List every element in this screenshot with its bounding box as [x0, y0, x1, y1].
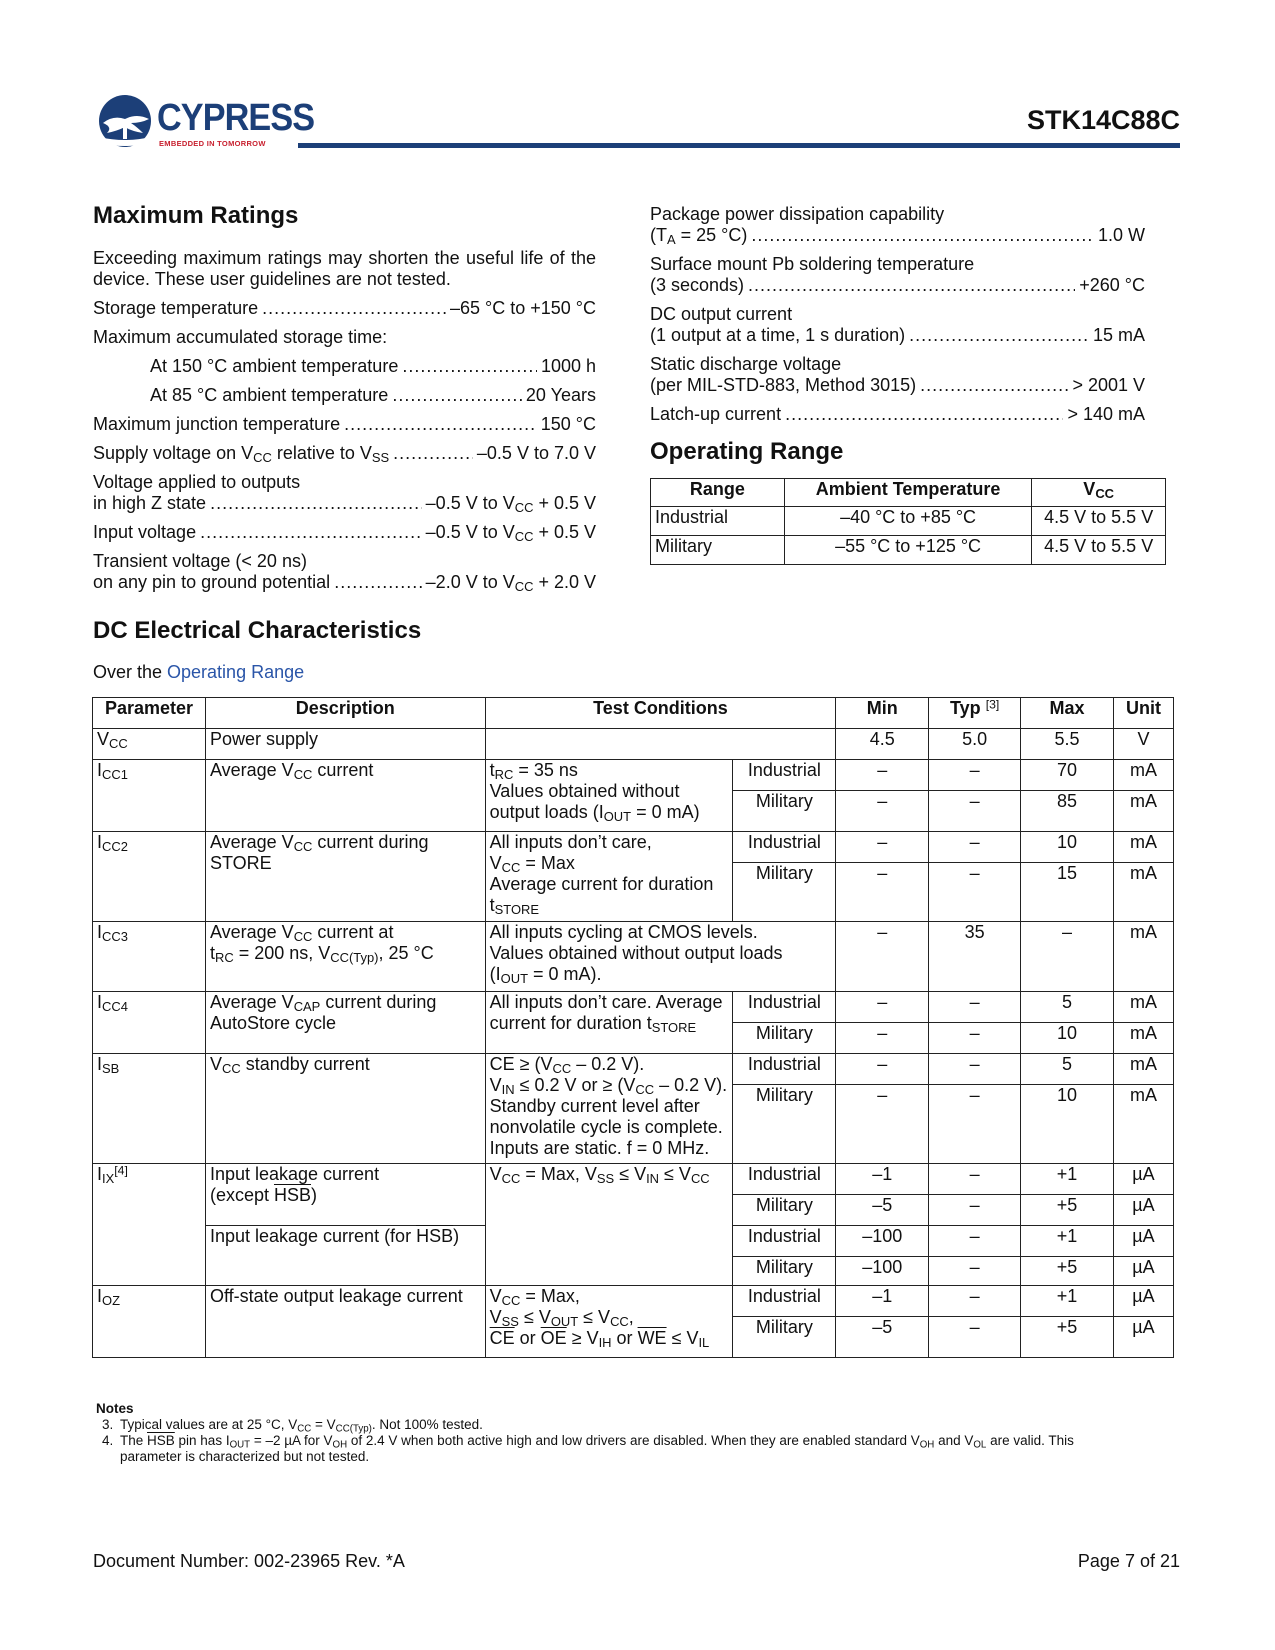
- rating-input-voltage: Input voltage ..... –0.5 V to $V_{CC} + 0.5$ V: [93, 522, 596, 543]
- header-rule: [298, 143, 1180, 148]
- table-row: Military –100 – +5 µA: [93, 1257, 1174, 1286]
- table-row: Military –55 °C to +125 °C 4.5 V to 5.5 V: [651, 536, 1166, 565]
- table-row: $V_{CC}$ Power supply 4.5 5.0 5.5 V: [93, 729, 1174, 760]
- dc-heading: DC Electrical Characteristics: [93, 617, 422, 644]
- logo-tagline: EMBEDDED IN TOMORROW: [159, 139, 266, 148]
- dc-header-min: Min: [836, 698, 929, 729]
- rating-pkg-power: Package power dissipation capability ($T_A = 25$ °C) ..... 1.0 W: [650, 204, 1145, 246]
- table-row: $I_{CC1}$ Average $V_{CC}$ current $t_{RC} = 35$ ns Values obtained without output loads ($I_{OUT} = 0$ mA) Industrial – – 70 mA: [93, 760, 1174, 791]
- table-row: $I_{OZ}$ Off-state output leakage current $V_{CC}$ = Max, $V_{SS} \le V_{OUT} \le V_{CC}$, $\overline{CE}$ or $\overline{OE} \ge V_{IH}$ or $\overline{WE} \le V_{IL}$ Industrial –1 – +1 µA: [93, 1286, 1174, 1317]
- rating-latchup: Latch-up current ..... > 140 mA: [650, 404, 1145, 425]
- table-row: Military –5 – +5 µA: [93, 1317, 1174, 1358]
- dc-subtitle: Over the Operating Range: [93, 662, 305, 682]
- max-ratings-heading: Maximum Ratings: [93, 202, 299, 229]
- table-row: $I_{CC2}$ Average $V_{CC}$ current during STORE All inputs don’t care, $V_{CC}$ = Max Average current for duration $t_{STORE}$ Industrial – – 10 mA: [93, 832, 1174, 863]
- rating-dc-output: DC output current (1 output at a time, 1 s duration) ..... 15 mA: [650, 304, 1145, 346]
- dc-header-parameter: Parameter: [93, 698, 206, 729]
- rating-accum-storage: Maximum accumulated storage time:: [93, 327, 388, 347]
- dc-table: [92, 697, 1174, 1358]
- rating-at85: At 85 °C ambient temperature ..... 20 Years: [93, 385, 596, 406]
- table-row: $I_{CC3}$ Average $V_{CC}$ current at $t_{RC} = 200$ ns, $V_{CC(Typ)}$, 25 °C All inputs cycling at CMOS levels. Values obtained without output loads ($I_{OUT} = 0$ mA). – 35 – mA: [93, 922, 1174, 992]
- dc-header-test: Test Conditions: [485, 698, 836, 729]
- op-header-range: Range: [651, 479, 785, 507]
- dc-header-max: Max: [1021, 698, 1114, 729]
- operating-range-link[interactable]: Operating Range: [167, 662, 305, 682]
- max-ratings-intro: Exceeding maximum ratings may shorten the useful life of the device. These user guidelines are not tested.: [93, 248, 596, 289]
- rating-storage-temp: Storage temperature ..... –65 °C to +150 °C: [93, 298, 596, 319]
- table-row: $I_{IX}[4]$ Input leakage current (except $\overline{HSB}$) $V_{CC}$ = Max, $V_{SS} \le V_{IN} \le V_{CC}$ Industrial –1 – +1 µA: [93, 1164, 1174, 1195]
- rating-solder-temp: Surface mount Pb soldering temperature (3 seconds) ..... +260 °C: [650, 254, 1145, 296]
- notes-title: Notes: [96, 1401, 134, 1416]
- rating-junction: Maximum junction temperature ..... 150 °C: [93, 414, 596, 435]
- table-row: $I_{SB}$ $V_{CC}$ standby current $\overline{CE} \ge (V_{CC} - 0.2$ V). $V_{IN} \le 0.2$ V or ≥ ($V_{CC} - 0.2$ V). Standby current level after nonvolatile cycle is complete. Inputs are static. f = 0 MHz. Industrial – – 5 mA: [93, 1054, 1174, 1085]
- operating-range-table: [650, 478, 1166, 565]
- rating-supply: Supply voltage on $V_{CC}$ relative to $V_{SS}$ ..... –0.5 V to 7.0 V: [93, 443, 596, 464]
- dc-header-unit: Unit: [1113, 698, 1173, 729]
- document-title: STK14C88C: [1026, 105, 1180, 135]
- op-header-vcc: $V_{CC}$: [1032, 479, 1166, 507]
- max-ratings-left: [93, 248, 596, 601]
- dc-header-typ: Typ [3]: [929, 698, 1021, 729]
- table-row: Input leakage current (for $\overline{HSB}$) Industrial –100 – +1 µA: [93, 1226, 1174, 1257]
- rating-outputs: Voltage applied to outputs in high Z state ..... –0.5 V to $V_{CC} + 0.5$ V: [93, 472, 596, 514]
- table-row: Military – – 85 mA: [93, 791, 1174, 832]
- cypress-logo: [97, 93, 315, 157]
- notes: [96, 1401, 1186, 1465]
- rating-static-discharge: Static discharge voltage (per MIL-STD-883, Method 3015) ..... > 2001 V: [650, 354, 1145, 396]
- rating-at150: At 150 °C ambient temperature ..... 1000 h: [93, 356, 596, 377]
- footer-page-number: Page 7 of 21: [1077, 1551, 1180, 1571]
- note-3: 3. Typical values are at 25 °C, $V_{CC} = V_{CC(Typ)}$. Not 100% tested.: [102, 1417, 483, 1435]
- table-row: Military – – 10 mA: [93, 1085, 1174, 1164]
- max-ratings-right: [650, 204, 1145, 433]
- table-row: Industrial –40 °C to +85 °C 4.5 V to 5.5 V: [651, 507, 1166, 536]
- operating-range-heading: Operating Range: [650, 438, 844, 465]
- op-header-temp: Ambient Temperature: [784, 479, 1032, 507]
- dc-header-description: Description: [205, 698, 485, 729]
- rating-transient: Transient voltage (< 20 ns) on any pin to ground potential ..... –2.0 V to $V_{CC} + 2.0$ V: [93, 551, 596, 593]
- footer-doc-number: Document Number: 002-23965 Rev. *A: [93, 1551, 405, 1571]
- table-row: $I_{CC4}$ Average $V_{CAP}$ current during AutoStore cycle All inputs don’t care. Average current for duration $t_{STORE}$ Industrial – – 5 mA: [93, 992, 1174, 1023]
- note-4: 4. The $\overline{HSB}$ pin has $I_{OUT} = -2$ µA for $V_{OH}$ of 2.4 V when both active high and low drivers are disabled. When they are enabled standard $V_{OH}$ and $V_{OL}$ are valid. This parameter is characterized but not tested.: [102, 1433, 1074, 1464]
- table-row: Military – – 15 mA: [93, 863, 1174, 922]
- table-row: Military –5 – +5 µA: [93, 1195, 1174, 1226]
- table-row: Military – – 10 mA: [93, 1023, 1174, 1054]
- logo-wordmark: CYPRESS: [157, 97, 315, 139]
